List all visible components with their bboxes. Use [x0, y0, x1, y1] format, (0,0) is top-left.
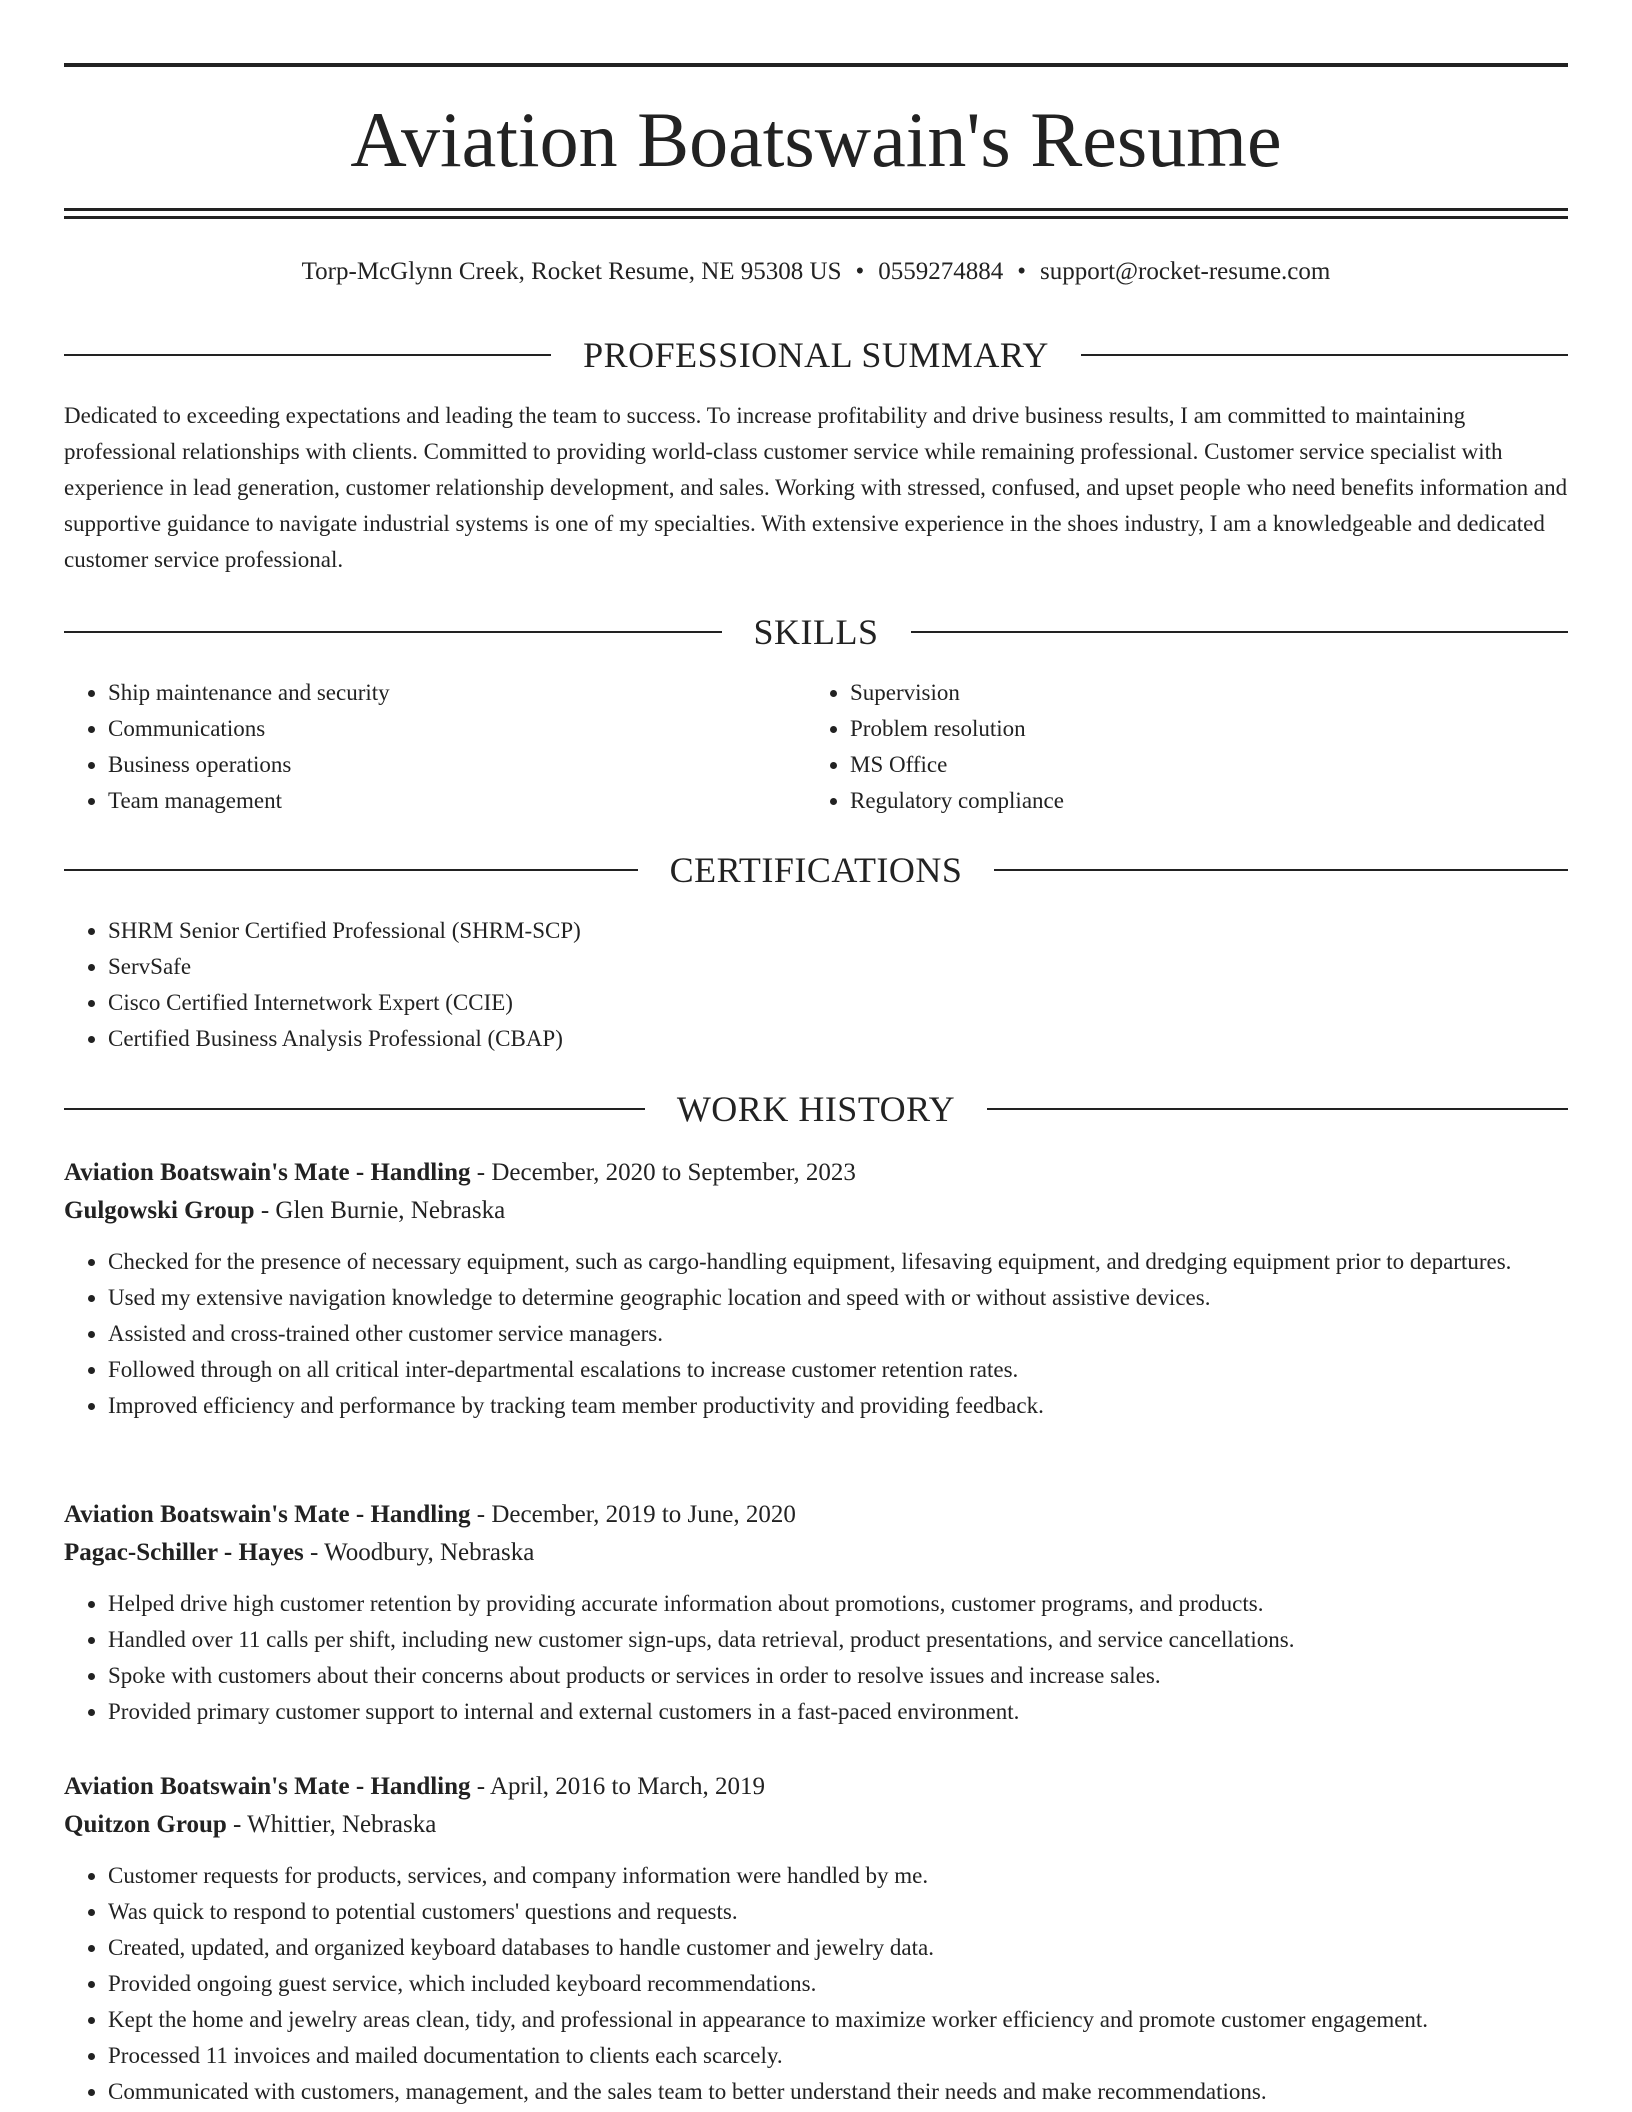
work-entry-2 — [64, 1496, 1568, 1730]
contact-line — [64, 255, 1568, 289]
certification-item: • Certified Business Analysis Professional (CBAP) — [108, 1021, 1568, 1057]
certifications-list — [64, 913, 1568, 1057]
heading-rule-left — [64, 354, 551, 356]
contact-address: Torp-McGlynn Creek, Rocket Resume, NE 95308 US — [301, 258, 842, 285]
job-bullet: • Provided ongoing guest service, which included keyboard recommendations. — [108, 1966, 1568, 2002]
certification-item: • SHRM Senior Certified Professional (SHRM-SCP) — [108, 913, 1568, 949]
skill-item: • Regulatory compliance — [850, 783, 1546, 819]
skills-column-right — [806, 675, 1546, 819]
job-bullet: • Provided primary customer support to internal and external customers in a fast-paced environment. — [108, 1694, 1568, 1730]
job-role: Aviation Boatswain's Mate - Handling — [64, 1501, 471, 1528]
skill-item: • Communications — [108, 711, 804, 747]
skills-list — [806, 675, 1546, 819]
heading-rule-right — [1081, 354, 1568, 356]
job-bullet: • Assisted and cross-trained other customer service managers. — [108, 1316, 1568, 1352]
header-top-rule — [64, 63, 1568, 67]
skill-item: • Supervision — [850, 675, 1546, 711]
section-heading-certifications — [64, 848, 1568, 892]
heading-rule-left — [64, 631, 722, 633]
skill-item: • Ship maintenance and security — [108, 675, 804, 711]
heading-rule-right — [987, 1108, 1568, 1110]
job-bullet: • Followed through on all critical inter-departmental escalations to increase customer retention rates. — [108, 1352, 1568, 1388]
skill-item: • Business operations — [108, 747, 804, 783]
contact-separator: • — [1017, 258, 1027, 285]
job-bullets — [64, 1244, 1568, 1424]
work-entry-3 — [64, 1768, 1568, 2110]
certification-item: • ServSafe — [108, 949, 1568, 985]
work-entry-1 — [64, 1154, 1568, 1424]
job-bullet: • Created, updated, and organized keyboard databases to handle customer and jewelry data. — [108, 1930, 1568, 1966]
job-bullet: • Improved efficiency and performance by tracking team member productivity and providing feedback. — [108, 1388, 1568, 1424]
job-dates: December, 2020 to September, 2023 — [491, 1159, 856, 1186]
job-bullet: • Handled over 11 calls per shift, including new customer sign-ups, data retrieval, product presentations, and service cancellations. — [108, 1622, 1568, 1658]
skills-list — [64, 675, 804, 819]
certifications-block — [64, 913, 1568, 1057]
job-dates: April, 2016 to March, 2019 — [489, 1773, 765, 1800]
job-role: Aviation Boatswain's Mate - Handling — [64, 1159, 471, 1186]
job-company: Gulgowski Group — [64, 1197, 255, 1224]
contact-phone: 0559274884 — [878, 258, 1004, 285]
job-bullets — [64, 1858, 1568, 2110]
job-bullet: • Used my extensive navigation knowledge to determine geographic location and speed with or without assistive devices. — [108, 1280, 1568, 1316]
job-title-line: Aviation Boatswain's Mate - Handling - April, 2016 to March, 2019 — [64, 1773, 765, 1800]
certification-item: • Cisco Certified Internetwork Expert (CCIE) — [108, 985, 1568, 1021]
summary-paragraph: Dedicated to exceeding expectations and leading the team to success. To increase profitability and drive business results, I am committed to maintaining professional relationships with clients. Committed to providing world-class customer service while remaining professional. Customer service specialist with experience in lead generation, customer relationship development, and sales. Working with stressed, confused, and upset people who need benefits information and supportive guidance to navigate industrial systems is one of my specialties. With extensive experience in the shoes industry, I am a knowledgeable and dedicated customer service professional. — [64, 403, 1568, 572]
job-bullet: • Checked for the presence of necessary equipment, such as cargo-handling equipment, lifesaving equipment, and dredging equipment prior to departures. — [108, 1244, 1568, 1280]
job-company-line: Gulgowski Group - Glen Burnie, Nebraska — [64, 1197, 506, 1224]
job-company-line: Quitzon Group - Whittier, Nebraska — [64, 1811, 437, 1838]
job-company-line: Pagac-Schiller - Hayes - Woodbury, Nebraska — [64, 1539, 535, 1566]
heading-rule-right — [994, 869, 1568, 871]
section-title: CERTIFICATIONS — [669, 850, 963, 890]
job-company: Pagac-Schiller - Hayes — [64, 1539, 304, 1566]
job-bullet: • Customer requests for products, services, and company information were handled by me. — [108, 1858, 1568, 1894]
header-bottom-rule-upper — [64, 208, 1568, 211]
contact-separator: • — [855, 258, 865, 285]
job-dates: December, 2019 to June, 2020 — [491, 1501, 796, 1528]
skill-item: • Problem resolution — [850, 711, 1546, 747]
job-location: Glen Burnie, Nebraska — [275, 1197, 506, 1224]
resume-title: Aviation Boatswain's Resume — [350, 96, 1282, 183]
job-company: Quitzon Group — [64, 1811, 227, 1838]
section-heading-work-history — [64, 1087, 1568, 1131]
job-bullet: • Helped drive high customer retention by providing accurate information about promotions, customer programs, and products. — [108, 1586, 1568, 1622]
job-bullet: • Spoke with customers about their concerns about products or services in order to resolve issues and increase sales. — [108, 1658, 1568, 1694]
section-title: SKILLS — [753, 612, 879, 652]
skills-column-left — [64, 675, 804, 819]
job-title-line: Aviation Boatswain's Mate - Handling - December, 2019 to June, 2020 — [64, 1501, 796, 1528]
section-heading-summary — [64, 333, 1568, 377]
job-location: Whittier, Nebraska — [247, 1811, 437, 1838]
skill-item: • MS Office — [850, 747, 1546, 783]
job-bullet: • Was quick to respond to potential customers' questions and requests. — [108, 1894, 1568, 1930]
job-bullets — [64, 1586, 1568, 1730]
job-bullet: • Processed 11 invoices and mailed documentation to clients each scarcely. — [108, 2038, 1568, 2074]
heading-rule-right — [911, 631, 1569, 633]
header-bottom-rule-lower — [64, 216, 1568, 219]
section-title: PROFESSIONAL SUMMARY — [583, 335, 1049, 375]
job-role: Aviation Boatswain's Mate - Handling — [64, 1773, 471, 1800]
heading-rule-left — [64, 869, 638, 871]
job-bullet: • Kept the home and jewelry areas clean, tidy, and professional in appearance to maximize worker efficiency and promote customer engagement. — [108, 2002, 1568, 2038]
contact-email: support@rocket-resume.com — [1040, 258, 1331, 285]
job-location: Woodbury, Nebraska — [324, 1539, 535, 1566]
job-bullet: • Communicated with customers, management, and the sales team to better understand their needs and make recommendations. — [108, 2074, 1568, 2110]
job-title-line: Aviation Boatswain's Mate - Handling - December, 2020 to September, 2023 — [64, 1159, 856, 1186]
heading-rule-left — [64, 1108, 645, 1110]
section-heading-skills — [64, 610, 1568, 654]
section-title: WORK HISTORY — [676, 1089, 956, 1129]
skill-item: • Team management — [108, 783, 804, 819]
